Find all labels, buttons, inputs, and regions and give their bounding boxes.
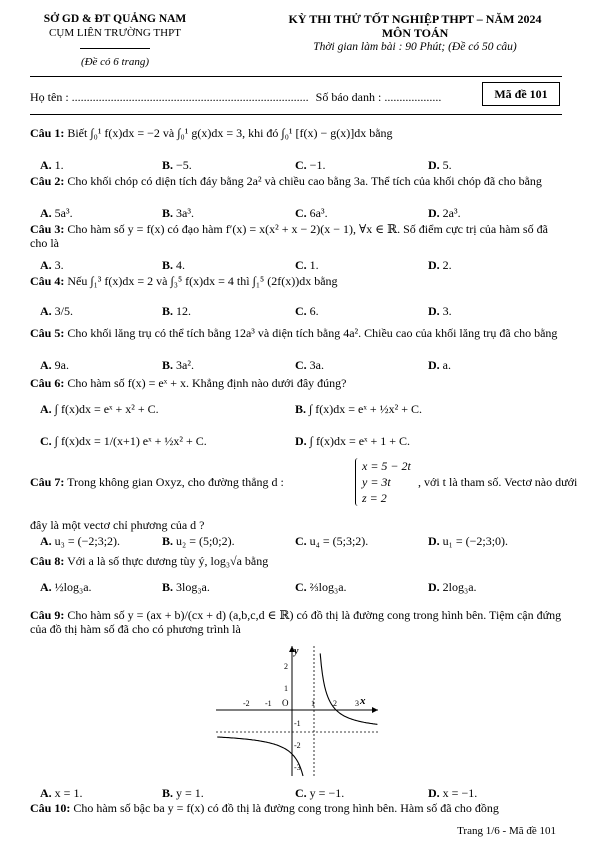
school-cluster: CỤM LIÊN TRƯỜNG THPT: [49, 27, 181, 39]
subject: MÔN TOÁN: [381, 26, 449, 40]
divider: [80, 48, 150, 49]
option-c: C. ⅔log₃a.: [295, 580, 347, 594]
option-a: A. 3/5.: [40, 304, 74, 318]
option-a: A. 9a.: [40, 358, 69, 372]
question-5: Câu 5: Cho khối lăng trụ có thể tích bằng 12a³ và diện tích bằng 4a². Chiều cao của khối lăng trụ đã cho bằng: [30, 326, 558, 340]
y-tick: -1: [294, 719, 301, 728]
y-tick: 1: [284, 684, 288, 693]
time-note: Thời gian làm bài : 90 Phút; (Đề có 50 câu): [313, 41, 517, 53]
x-tick: -1: [265, 699, 272, 708]
x-axis-arrow: [372, 707, 378, 713]
option-c: C. 6.: [295, 304, 319, 318]
curve-right-branch: [320, 653, 377, 724]
question-9: Câu 9: Cho hàm số y = (ax + b)/(cx + d) (a,b,c,d ∈ ℝ) có đồ thị là đường cong trong hình bên. Tiệm cận đứng của đồ thị hàm số đã cho có phương trình là: [30, 608, 562, 636]
y-tick: -3: [294, 763, 301, 772]
option-a: A. ½log₃a.: [40, 580, 92, 594]
option-d: D. 2.: [428, 258, 452, 272]
question-text-cont: , với t là tham số. Vectơ nào dưới: [418, 475, 578, 489]
option-d: D. u₁ = (−2;3;0).: [428, 534, 509, 548]
system-brace: [355, 458, 360, 506]
header-left: [20, 12, 210, 69]
option-d: D. x = −1.: [428, 786, 478, 800]
x-axis-label: x: [360, 695, 366, 707]
option-c: C. −1.: [295, 158, 326, 172]
option-d: D. a.: [428, 358, 451, 372]
question-3: Câu 3: Cho hàm số y = f(x) có đạo hàm f′(x) = x(x² + x − 2)(x − 1), ∀x ∈ ℝ. Số điểm cực trị của hàm số đã cho là: [30, 222, 548, 250]
y-tick: 2: [284, 662, 288, 671]
question-7: Câu 7: Trong không gian Oxyz, cho đường thẳng d :: [30, 475, 284, 489]
x-tick: 2: [333, 699, 337, 708]
id-field: Số báo danh : ...................: [315, 90, 442, 104]
option-c: C. 3a.: [295, 358, 324, 372]
curve-left-branch: [217, 737, 303, 776]
question-2: Câu 2: Cho khối chóp có diện tích đáy bằng 2a² và chiều cao bằng 3a. Thể tích của khối chóp đã cho bằng: [30, 174, 542, 188]
question-text: Biết ∫₀¹ f(x)dx = −2 và ∫₀¹ g(x)dx = 3, khi đó ∫₀¹ [f(x) − g(x)]dx bằng: [67, 126, 393, 140]
option-c: C. y = −1.: [295, 786, 345, 800]
option-c: C. ∫ f(x)dx = 1/(x+1) eˣ + ½x² + C.: [40, 434, 207, 448]
option-b: B. u₂ = (5;0;2).: [162, 534, 235, 548]
question-8: Câu 8: Với a là số thực dương tùy ý, log₃√a bằng: [30, 554, 269, 568]
x-tick: 3: [355, 699, 359, 708]
pages-note: (Đề có 6 trang): [80, 56, 150, 68]
hyperbola-graph: [212, 642, 382, 780]
header-right: [240, 12, 590, 54]
option-b: B. 3a³.: [162, 206, 194, 220]
option-b: B. 12.: [162, 304, 192, 318]
top-rule: [30, 76, 562, 77]
question-10: Câu 10: Cho hàm số bậc ba y = f(x) có đồ thị là đường cong trong hình bên. Hàm số đã cho đồng: [30, 801, 499, 815]
question-label: Câu 1:: [30, 126, 65, 140]
option-d: D. 2a³.: [428, 206, 461, 220]
origin-label: O: [282, 698, 289, 708]
option-d: D. 5.: [428, 158, 452, 172]
department: SỞ GD & ĐT QUẢNG NAM: [43, 13, 187, 25]
name-field: Họ tên : ...............................................................................: [30, 90, 309, 104]
x-tick: -2: [243, 699, 250, 708]
option-c: C. u₄ = (5;3;2).: [295, 534, 369, 548]
option-b: B. 3a².: [162, 358, 194, 372]
option-d: D. 2log₃a.: [428, 580, 477, 594]
option-a: A. u₃ = (−2;3;2).: [40, 534, 121, 548]
option-a: A. ∫ f(x)dx = eˣ + x² + C.: [40, 402, 159, 416]
question-6: Câu 6: Cho hàm số f(x) = eˣ + x. Khẳng định nào dưới đây đúng?: [30, 376, 347, 390]
option-a: A. 1.: [40, 158, 64, 172]
option-d: D. ∫ f(x)dx = eˣ + 1 + C.: [295, 434, 411, 448]
line-system: x = 5 − 2t y = 3t z = 2: [362, 459, 411, 505]
option-c: C. 1.: [295, 258, 319, 272]
option-a: A. 3.: [40, 258, 64, 272]
option-b: B. y = 1.: [162, 786, 204, 800]
question-1: [30, 126, 562, 140]
option-b: B. 3log₃a.: [162, 580, 210, 594]
x-tick: 1: [311, 699, 315, 708]
option-c: C. 6a³.: [295, 206, 328, 220]
question-4: Câu 4: Nếu ∫₁³ f(x)dx = 2 và ∫₃⁵ f(x)dx = 4 thì ∫₁⁵ (2f(x))dx bằng: [30, 274, 338, 288]
option-d: D. 3.: [428, 304, 452, 318]
y-tick: -2: [294, 741, 301, 750]
question-text-cont: đây là một vectơ chỉ phương của d ?: [30, 518, 205, 532]
exam-title: KỲ THI THỬ TỐT NGHIỆP THPT – NĂM 2024: [288, 12, 542, 26]
option-a: A. x = 1.: [40, 786, 83, 800]
option-b: B. −5.: [162, 158, 192, 172]
y-axis-label: y: [294, 646, 299, 657]
bottom-rule: [30, 114, 562, 115]
name-line: [30, 90, 441, 105]
page-footer: Trang 1/6 - Mã đề 101: [457, 825, 556, 837]
exam-code-box: Mã đề 101: [482, 82, 560, 106]
option-a: A. 5a³.: [40, 206, 73, 220]
option-b: B. 4.: [162, 258, 186, 272]
option-b: B. ∫ f(x)dx = eˣ + ½x² + C.: [295, 402, 422, 416]
